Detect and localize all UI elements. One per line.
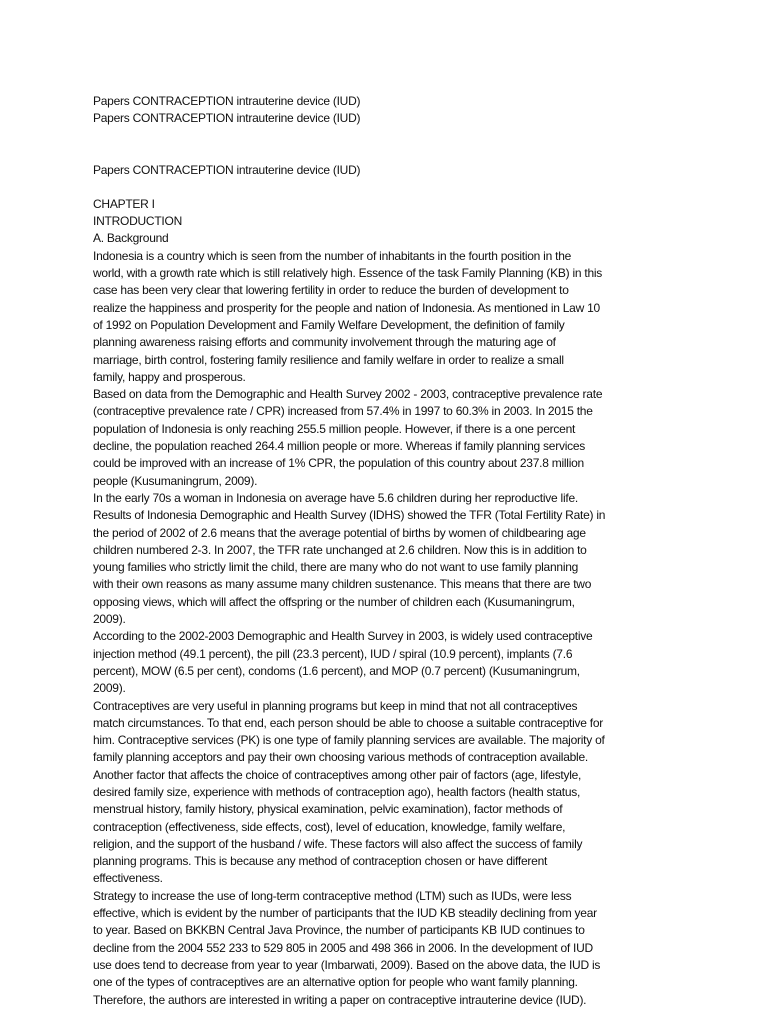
text-line: use does tend to decrease from year to year (Imbarwati, 2009). Based on the above data, the IUD is xyxy=(93,957,601,972)
text-line: desired family size, experience with methods of contraception ago), health factors (health status, xyxy=(93,784,581,799)
chapter-label: CHAPTER I xyxy=(93,196,155,211)
body-text xyxy=(93,248,681,1009)
paragraph xyxy=(93,490,681,628)
text-line: realize the happiness and prosperity for the people and nation of Indonesia. As mentioned in Law 10 xyxy=(93,300,600,315)
text-line: match circumstances. To that end, each person should be able to choose a suitable contraceptive for xyxy=(93,715,604,730)
text-line: contraception (effectiveness, side effects, cost), level of education, knowledge, family welfare, xyxy=(93,819,566,834)
text-line: effective, which is evident by the number of participants that the IUD KB steadily declining from year xyxy=(93,906,597,921)
text-line: family, happy and prosperous. xyxy=(93,369,246,384)
text-line: decline, the population reached 264.4 million people or more. Whereas if family planning services xyxy=(93,439,586,454)
chapter-title: INTRODUCTION xyxy=(93,214,182,229)
text-line: injection method (49.1 percent), the pill (23.3 percent), IUD / spiral (10.9 percent), implants (7.6 xyxy=(93,646,573,661)
text-line: Therefore, the authors are interested in writing a paper on contraceptive intrauterine device (IUD). xyxy=(93,992,587,1007)
paragraph xyxy=(93,698,681,888)
text-line: world, with a growth rate which is still relatively high. Essence of the task Family Planning (KB) in this xyxy=(93,266,603,281)
text-line: could be improved with an increase of 1% CPR, the population of this country about 237.8 million xyxy=(93,456,584,471)
text-line: Results of Indonesia Demographic and Health Survey (IDHS) showed the TFR (Total Fertility Rate) in xyxy=(93,508,606,523)
text-line: Based on data from the Demographic and Health Survey 2002 - 2003, contraceptive prevalence rate xyxy=(93,387,603,402)
text-line: marriage, birth control, fostering family resilience and family welfare in order to realize a small xyxy=(93,352,564,367)
paragraph xyxy=(93,386,681,490)
text-line: menstrual history, family history, physical examination, pelvic examination), factor methods of xyxy=(93,802,563,817)
spacer xyxy=(93,179,681,196)
text-line: people (Kusumaningrum, 2009). xyxy=(93,473,258,488)
text-line: Contraceptives are very useful in planning programs but keep in mind that not all contraceptives xyxy=(93,698,578,713)
text-line: to year. Based on BKKBN Central Java Province, the number of participants KB IUD continues to xyxy=(93,923,585,938)
spacer xyxy=(93,128,681,145)
text-line: Indonesia is a country which is seen from the number of inhabitants in the fourth position in the xyxy=(93,248,572,263)
text-line: children numbered 2-3. In 2007, the TFR rate unchanged at 2.6 children. Now this is in addition to xyxy=(93,542,587,557)
text-line: planning programs. This is because any method of contraception chosen or have different xyxy=(93,854,548,869)
document-title-line-2: Papers CONTRACEPTION intrauterine device (IUD) xyxy=(93,111,361,126)
text-line: effectiveness. xyxy=(93,871,163,886)
text-line: (contraceptive prevalence rate / CPR) increased from 57.4% in 1997 to 60.3% in 2003. In 2015 the xyxy=(93,404,593,419)
paragraph xyxy=(93,888,681,1009)
text-line: 2009). xyxy=(93,612,126,627)
document-title-line-1: Papers CONTRACEPTION intrauterine device (IUD) xyxy=(93,94,361,108)
text-line: opposing views, which will affect the offspring or the number of children each (Kusumaningrum, xyxy=(93,594,575,609)
text-line: Another factor that affects the choice of contraceptives among other pair of factors (age, lifestyle, xyxy=(93,767,582,782)
text-line: with their own reasons as many assume many children sustenance. This means that there are two xyxy=(93,577,592,592)
text-line: one of the types of contraceptives are an alternative option for people who want family planning. xyxy=(93,975,578,990)
text-line: 2009). xyxy=(93,681,126,696)
document-page xyxy=(93,93,681,1009)
document-title-line-3: Papers CONTRACEPTION intrauterine device (IUD) xyxy=(93,162,361,177)
text-line: planning awareness raising efforts and community involvement through the maturing age of xyxy=(93,335,556,350)
text-line: him. Contraceptive services (PK) is one type of family planning services are available. The majority of xyxy=(93,733,605,748)
text-line: According to the 2002-2003 Demographic and Health Survey in 2003, is widely used contraceptive xyxy=(93,629,593,644)
text-line: population of Indonesia is only reaching 255.5 million people. However, if there is a one percent xyxy=(93,421,576,436)
text-line: religion, and the support of the husband / wife. These factors will also affect the success of family xyxy=(93,836,583,851)
paragraph xyxy=(93,248,681,386)
text-line: family planning acceptors and pay their own choosing various methods of contraception available. xyxy=(93,750,588,765)
text-line: decline from the 2004 552 233 to 529 805 in 2005 and 498 366 in 2006. In the development of IUD xyxy=(93,940,593,955)
text-line: case has been very clear that lowering fertility in order to reduce the burden of development to xyxy=(93,283,569,298)
text-line: young families who strictly limit the child, there are many who do not want to use family planning xyxy=(93,560,579,575)
text-line: In the early 70s a woman in Indonesia on average have 5.6 children during her reproductive life. xyxy=(93,490,578,505)
paragraph xyxy=(93,628,681,697)
text-line: percent), MOW (6.5 per cent), condoms (1.6 percent), and MOP (0.7 percent) (Kusumaningrum, xyxy=(93,663,580,678)
text-line: of 1992 on Population Development and Family Welfare Development, the definition of family xyxy=(93,317,565,332)
text-line: the period of 2002 of 2.6 means that the average potential of births by women of childbearing age xyxy=(93,525,586,540)
text-line: Strategy to increase the use of long-term contraceptive method (LTM) such as IUDs, were less xyxy=(93,888,572,903)
section-heading: A. Background xyxy=(93,231,169,246)
spacer xyxy=(93,145,681,162)
